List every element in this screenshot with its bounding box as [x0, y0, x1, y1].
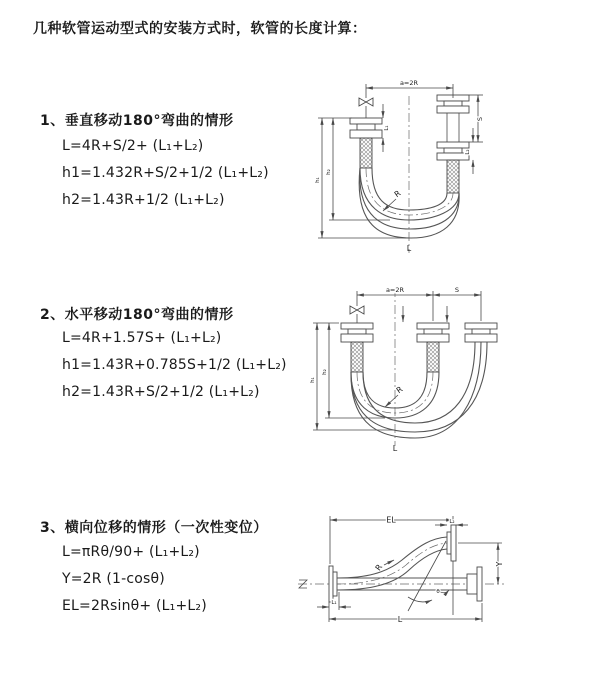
formula-line: EL=2Rsinθ+ (L₁+L₂): [62, 598, 207, 614]
left-pipe-fitting: [350, 118, 382, 168]
dim-label-a-2r: a=2R: [399, 79, 419, 87]
formula-line: L=πRθ/90+ (L₁+L₂): [62, 544, 200, 560]
dim-label-y: Y: [495, 561, 504, 567]
formula-line: L=4R+S/2+ (L₁+L₂): [62, 138, 204, 154]
dim-label-s: S: [454, 286, 460, 294]
dim-label-el: EL: [386, 515, 396, 525]
dimension-lines: [313, 291, 481, 430]
formula-line: h1=1.432R+S/2+1/2 (L₁+L₂): [62, 165, 269, 181]
dim-label-s: S: [476, 116, 484, 122]
dim-label-h2: h₂: [326, 169, 332, 175]
dim-label-l2: L₂: [449, 519, 455, 525]
diagram-1-vertical-180-bend: [306, 72, 572, 267]
dim-label-theta: θ: [436, 589, 440, 595]
dim-label-l: L: [406, 244, 412, 253]
dim-label-l: L: [397, 615, 403, 624]
straight-hose-original-position: [337, 567, 482, 601]
left-pipe-fitting: [341, 323, 373, 372]
hose-u-bend: [351, 342, 487, 438]
right-pipe-fitting: [465, 323, 497, 342]
dim-label-r: R: [392, 188, 403, 200]
middle-pipe-fitting: [417, 323, 449, 372]
formula-line: L=4R+1.57S+ (L₁+L₂): [62, 330, 222, 346]
right-pipe-fitting: [437, 95, 469, 193]
page-title: 几种软管运动型式的安装方式时，软管的长度计算：: [33, 21, 367, 37]
dim-label-l: L: [392, 444, 398, 453]
dim-label-r: R: [394, 384, 405, 396]
dim-label-l1: L₁: [331, 600, 337, 606]
formula-line: Y=2R (1-cosθ): [62, 571, 165, 587]
valve-icon: [350, 291, 364, 323]
dim-label-l1: L₁: [384, 125, 390, 131]
dim-label-a-2r: a=2R: [385, 286, 405, 294]
diagram-3-lateral-displacement: [296, 503, 508, 648]
section-1-heading: 1、垂直移动180°弯曲的情形: [40, 113, 234, 129]
dim-label-h1: h₁: [315, 177, 321, 183]
section-3-heading: 3、横向位移的情形（一次性变位）: [40, 520, 268, 536]
dim-label-h1: h₁: [310, 377, 316, 383]
right-flange: [477, 567, 482, 601]
upper-flange: [451, 525, 456, 561]
valve-icon: [359, 84, 373, 118]
dim-label-h2: h₂: [322, 369, 328, 375]
formula-line: h1=1.43R+0.785S+1/2 (L₁+L₂): [62, 357, 287, 373]
diagram-2-horizontal-180-bend: [305, 280, 600, 455]
left-flange: [329, 566, 337, 602]
section-2-heading: 2、水平移动180°弯曲的情形: [40, 307, 234, 323]
formula-line: h2=1.43R+S/2+1/2 (L₁+L₂): [62, 384, 260, 400]
dim-label-r: R: [373, 562, 385, 573]
s-curve-hose-displaced: [337, 525, 456, 590]
formula-line: h2=1.43R+1/2 (L₁+L₂): [62, 192, 225, 208]
dim-label-l2: L₂: [465, 149, 471, 155]
